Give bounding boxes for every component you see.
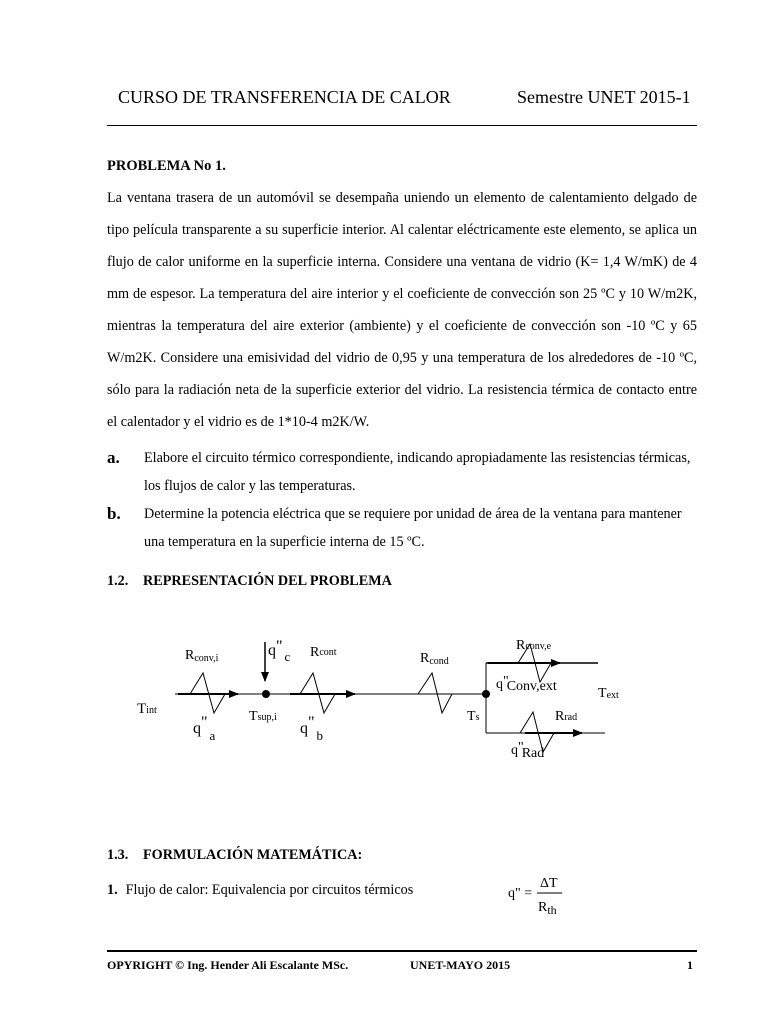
label-r-conv-e: Rconv,e xyxy=(516,638,552,653)
page-number: 1 xyxy=(687,958,693,972)
label-r-conv-i: Rconv,i xyxy=(185,648,219,664)
label-r-cond: Rcond xyxy=(420,651,449,667)
label-r-cont: Rcont xyxy=(310,645,337,660)
label-q-b: $q"_b$ xyxy=(300,714,324,743)
equation-numerator: ΔT xyxy=(540,876,558,891)
course-title: CURSO DE TRANSFERENCIA DE CALOR xyxy=(118,87,451,107)
question-letter: b. xyxy=(107,504,121,523)
question-text: Determine la potencia eléctrica que se requiere por unidad de área de la ventana para mantener una temperatura en la superficie interna de 15 ºC. xyxy=(144,506,682,550)
label-t-int: Tint xyxy=(137,701,157,717)
question-text: Elabore el circuito térmico correspondiente, indicando apropiadamente las resistencias térmicas, los flujos de calor y las temperaturas. xyxy=(144,450,691,494)
section-heading-formulation xyxy=(107,847,362,864)
equation-denominator: Rth xyxy=(538,900,557,917)
section-title: REPRESENTACIÓN DEL PROBLEMA xyxy=(143,573,392,589)
node-tsup-i xyxy=(262,690,270,698)
equation-label: Flujo de calor: Equivalencia por circuitos térmicos xyxy=(125,882,414,898)
label-t-ext: Text xyxy=(598,686,619,701)
semester-label: Semestre UNET 2015-1 xyxy=(517,87,691,107)
equation-lhs: q" = xyxy=(508,886,533,901)
footer-divider xyxy=(107,950,697,952)
footer-copyright: OPYRIGHT © Ing. Hender Ali Escalante MSc. xyxy=(107,958,349,972)
label-q-conv-ext: q"Conv,ext xyxy=(496,674,557,694)
equation-number: 1. xyxy=(107,882,118,898)
resistor-cond xyxy=(418,673,452,713)
label-q-rad: q"Rad xyxy=(511,740,545,761)
label-t-s: Ts xyxy=(467,709,480,724)
label-r-rad: Rrad xyxy=(555,709,578,724)
footer-date: UNET-MAYO 2015 xyxy=(410,958,511,972)
label-t-sup-i: Tsup,i xyxy=(249,709,277,724)
section-number: 1.3. xyxy=(107,847,129,863)
label-q-a: $q"_a$ xyxy=(193,714,216,743)
problem-statement: La ventana trasera de un automóvil se desempaña uniendo un elemento de calentamiento delgado de tipo película transparente a su superficie interior. Al calentar eléctricamente este elemento, se aplica un flujo de calor uniforme en la superficie interna. Considere una ventana de vidrio (K= 1,4 W/mK) de 4 mm de espesor. La temperatura del aire interior y el coeficiente de convección son 25 ºC y 10 W/m2K, mientras la temperatura del aire exterior (ambiente) y el coeficiente de convección son -10 ºC y 65 W/m2K. Considere una emisividad del vidrio de 0,95 y una temperatura de los alrededores de -10 ºC, sólo para la radiación neta de la superficie exterior del vidrio. La resistencia térmica de contacto entre el calentador y el vidrio es de 1*10-4 m2K/W. xyxy=(107,190,697,430)
question-letter: a. xyxy=(107,448,120,467)
section-title: FORMULACIÓN MATEMÁTICA: xyxy=(143,847,363,863)
equation-statement xyxy=(107,882,413,899)
label-q-c: $q"_c$ xyxy=(268,638,291,664)
problem-title: PROBLEMA No 1. xyxy=(107,158,226,174)
section-number: 1.2. xyxy=(107,573,129,589)
